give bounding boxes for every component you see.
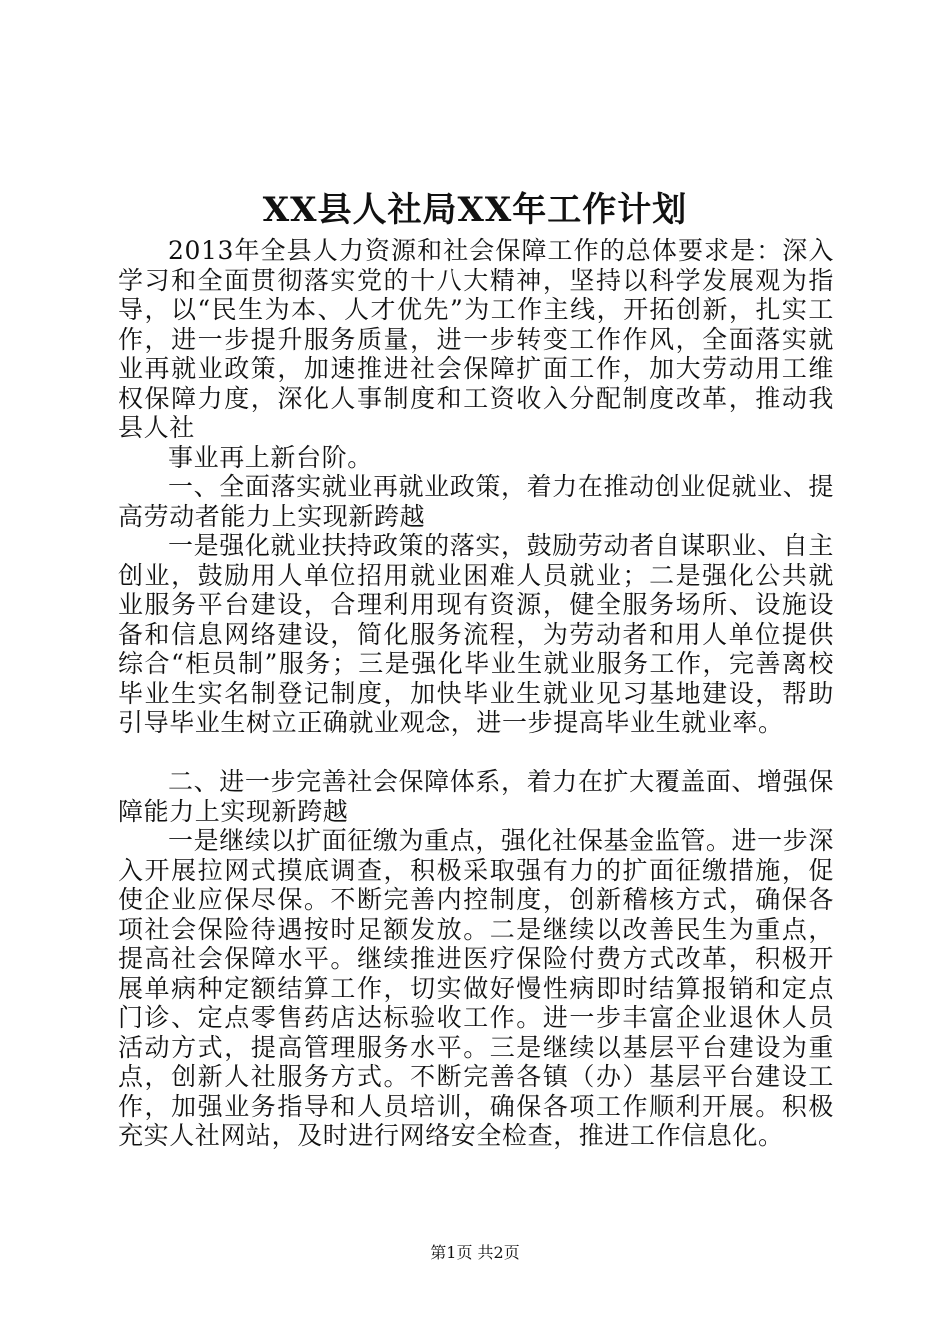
paragraph-intro-continued: 事业再上新台阶。: [168, 442, 373, 472]
document-title: XX县人社局XX年工作计划: [262, 190, 688, 230]
document-body: [118, 236, 834, 1151]
section-heading-2: 二、进一步完善社会保障体系，着力在扩大覆盖面、增强保障能力上实现新跨越: [118, 767, 834, 826]
paragraph-intro: 2013年全县人力资源和社会保障工作的总体要求是：深入学习和全面贯彻落实党的十八大精神，坚持以科学发展观为指导，以“民生为本、人才优先”为工作主线，开拓创新，扎实工作，进一步提升服务质量，进一步转变工作作风，全面落实就业再就业政策，加速推进社会保障扩面工作，加大劳动用工维权保障力度，深化人事制度和工资收入分配制度改革，推动我县人社: [118, 236, 834, 442]
section-heading-1: 一、全面落实就业再就业政策，着力在推动创业促就业、提高劳动者能力上实现新跨越: [118, 472, 834, 531]
paragraph-section-2: 一是继续以扩面征缴为重点，强化社保基金监管。进一步深入开展拉网式摸底调查，积极采取强有力的扩面征缴措施，促使企业应保尽保。不断完善内控制度，创新稽核方式，确保各项社会保险待遇按时足额发放。二是继续以改善民生为重点，提高社会保障水平。继续推进医疗保险付费方式改革，积极开展单病种定额结算工作，切实做好慢性病即时结算报销和定点门诊、定点零售药店达标验收工作。进一步丰富企业退休人员活动方式，提高管理服务水平。三是继续以基层平台建设为重点，创新人社服务方式。不断完善各镇（办）基层平台建设工作，加强业务指导和人员培训，确保各项工作顺利开展。积极充实人社网站，及时进行网络安全检查，推进工作信息化。: [118, 826, 834, 1150]
paragraph-section-1: 一是强化就业扶持政策的落实，鼓励劳动者自谋职业、自主创业，鼓励用人单位招用就业困难人员就业；二是强化公共就业服务平台建设，合理利用现有资源，健全服务场所、设施设备和信息网络建设，简化服务流程，为劳动者和用人单位提供综合“柜员制”服务；三是强化毕业生就业服务工作，完善离校毕业生实名制登记制度，加快毕业生就业见习基地建设，帮助引导毕业生树立正确就业观念，进一步提高毕业生就业率。: [118, 531, 834, 737]
page-number-footer: 第1页 共2页: [430, 1243, 520, 1262]
